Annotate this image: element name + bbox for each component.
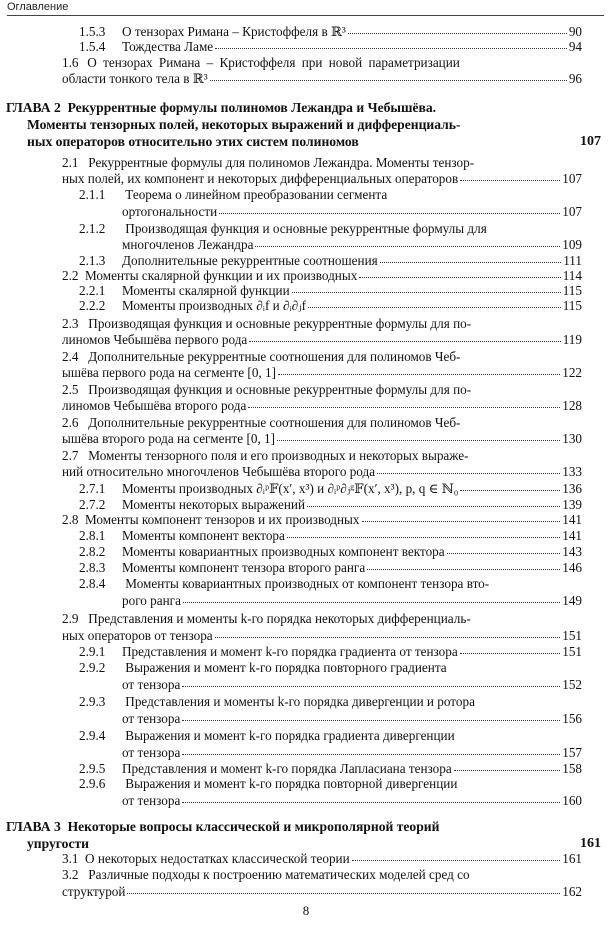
toc-number: 3.2	[62, 867, 79, 882]
toc-number: 2.3	[62, 316, 79, 331]
leader-dots	[308, 307, 561, 308]
toc-page: 136	[562, 481, 582, 496]
toc-entry-2-9-4-cont[interactable]	[122, 745, 582, 760]
toc-entry-2-9-cont[interactable]	[62, 628, 582, 643]
toc-number: 1.6	[62, 55, 79, 70]
toc-number: 2.1.1	[79, 187, 106, 202]
chapter-title-line2: упругости	[27, 836, 89, 851]
chapter-2-heading[interactable]	[6, 99, 601, 150]
chapter-title-line1: Рекуррентные формулы полиномов Лежандра и Чебышёва.	[67, 100, 437, 115]
toc-number: 2.9.4	[79, 728, 106, 743]
toc-entry-2-5[interactable]	[62, 382, 471, 397]
toc-number: 2.7.2	[79, 497, 106, 512]
toc-number: 2.5	[62, 382, 79, 397]
leader-dots	[307, 506, 560, 507]
leader-dots	[249, 341, 560, 342]
toc-page: 107	[562, 204, 582, 219]
toc-entry-2-2-1[interactable]	[79, 283, 582, 298]
chapter-label: ГЛАВА 2	[6, 100, 61, 115]
toc-title-line2: ышёва второго рода на сегменте [0, 1]	[62, 431, 276, 446]
toc-number: 2.9	[62, 611, 79, 626]
toc-page: 151	[562, 628, 582, 643]
toc-title: Представления и момент k-го порядка Лапласиана тензора	[122, 761, 452, 776]
leader-dots	[359, 277, 560, 278]
toc-title-line1: Производящая функция и основные рекуррентные формулы для	[125, 221, 487, 236]
toc-number: 2.7.1	[79, 481, 106, 496]
toc-title-line1: Выражения и момент k-го порядка повторной дивергенции	[125, 776, 458, 791]
toc-page: 146	[562, 560, 582, 575]
toc-title: Моменты компонент вектора	[122, 528, 285, 543]
toc-page: 151	[562, 644, 582, 659]
toc-entry-2-7[interactable]	[62, 448, 468, 463]
toc-title-line1: Дополнительные рекуррентные соотношения для полиномов Чеб-	[88, 415, 461, 430]
toc-entry-2-8-3[interactable]	[79, 560, 582, 575]
toc-title-line1: Моменты ковариантных производных от компонент тензора вто-	[125, 576, 490, 591]
toc-page: 162	[562, 884, 582, 899]
toc-number: 3.1	[62, 851, 79, 866]
toc-entry-2-7-1[interactable]	[79, 481, 582, 496]
leader-dots	[210, 80, 567, 81]
toc-entry-3-1[interactable]	[62, 851, 582, 866]
toc-entry-2-9-3-cont[interactable]	[122, 711, 582, 726]
toc-page: 130	[562, 431, 582, 446]
toc-entry-1-6-cont[interactable]	[62, 71, 582, 86]
toc-number: 2.8.1	[79, 528, 106, 543]
toc-entry-1-6[interactable]	[62, 55, 582, 70]
toc-number: 2.9.3	[79, 694, 106, 709]
toc-number: 1.5.4	[79, 39, 106, 54]
toc-title-line2: от тензора	[122, 711, 181, 726]
toc-entry-2-6[interactable]	[62, 415, 460, 430]
toc-entry-2-1-3[interactable]	[79, 253, 582, 268]
toc-number: 2.9.1	[79, 644, 106, 659]
toc-entry-2-2[interactable]	[62, 268, 582, 283]
toc-title-line1: Производящая функция и основные рекуррентные формулы для по-	[88, 382, 472, 397]
toc-page: 157	[562, 745, 582, 760]
toc-page: 119	[562, 332, 582, 347]
chapter-title-line3: ных операторов относительно этих систем полиномов	[27, 134, 359, 149]
toc-title-line2: ышёва первого рода на сегменте [0, 1]	[62, 365, 276, 380]
toc-title-line1: Дополнительные рекуррентные соотношения для полиномов Чеб-	[88, 349, 461, 364]
toc-title: Моменты скалярной функции и их производных	[85, 268, 358, 283]
toc-page: 143	[562, 544, 582, 559]
toc-entry-2-3-cont[interactable]	[62, 332, 582, 347]
toc-title: Моменты компонент тензора второго ранга	[122, 560, 366, 575]
chapter-page: 161	[580, 836, 601, 851]
leader-dots	[377, 473, 560, 474]
toc-title: Моменты скалярной функции	[122, 283, 290, 298]
leader-dots	[380, 262, 561, 263]
toc-entry-2-7-2[interactable]	[79, 497, 582, 512]
toc-title-line2: от тензора	[122, 793, 181, 808]
leader-dots	[277, 440, 560, 441]
leader-dots	[183, 602, 560, 603]
toc-title-line2: линомов Чебышёва первого рода	[62, 332, 248, 347]
toc-entry-3-2-cont[interactable]	[62, 884, 582, 899]
toc-entry-2-1-1[interactable]	[79, 187, 387, 202]
leader-dots	[182, 720, 560, 721]
leader-dots	[278, 374, 560, 375]
toc-title-line2: ных операторов от тензора	[62, 628, 213, 643]
toc-title: Моменты производных ∂ᵢf и ∂ᵢ∂ⱼf	[122, 298, 307, 313]
toc-number: 2.6	[62, 415, 79, 430]
toc-entry-2-9-5[interactable]	[79, 761, 582, 776]
toc-title-line1: Моменты тензорного поля и его производных и некоторых выраже-	[88, 448, 469, 463]
toc-title-line2: ортогональности	[122, 204, 218, 219]
toc-number: 2.1.2	[79, 221, 106, 236]
toc-number: 2.7	[62, 448, 79, 463]
toc-entry-2-3[interactable]	[62, 316, 471, 331]
toc-page: 133	[562, 464, 582, 479]
toc-entry-2-8-2[interactable]	[79, 544, 582, 559]
toc-title-line1: Рекуррентные формулы для полиномов Лежандра. Моменты тензор-	[88, 155, 475, 170]
toc-page: 111	[563, 253, 582, 268]
toc-entry-1-5-4[interactable]	[79, 39, 582, 54]
toc-title-line2: области тонкого тела в ℝ³	[62, 71, 208, 86]
toc-entry-2-1-1-cont[interactable]	[122, 204, 582, 219]
toc-title: О некоторых недостатках классической теории	[85, 851, 350, 866]
toc-number: 2.1	[62, 155, 79, 170]
toc-entry-2-9-2-cont[interactable]	[122, 677, 582, 692]
toc-number: 2.8.3	[79, 560, 106, 575]
toc-page: 149	[562, 593, 582, 608]
toc-entry-2-4[interactable]	[62, 349, 460, 364]
toc-title: Моменты компонент тензоров и их производных	[85, 512, 360, 527]
chapter-label: ГЛАВА 3	[6, 819, 61, 834]
toc-number: 2.9.2	[79, 660, 106, 675]
chapter-3-heading[interactable]	[6, 818, 601, 852]
toc-entry-2-5-cont[interactable]	[62, 398, 582, 413]
toc-number: 2.1.3	[79, 253, 106, 268]
toc-number: 2.8.4	[79, 576, 106, 591]
toc-entry-2-9-6[interactable]	[79, 776, 457, 791]
leader-dots	[215, 48, 567, 49]
toc-entry-2-9[interactable]	[62, 611, 471, 626]
toc-entry-2-1-cont[interactable]	[62, 171, 582, 186]
toc-entry-2-1[interactable]	[62, 155, 474, 170]
leader-dots	[292, 292, 561, 293]
toc-entry-2-9-1[interactable]	[79, 644, 582, 659]
leader-dots	[460, 180, 560, 181]
toc-title-line2: линомов Чебышёва второго рода	[62, 398, 247, 413]
toc-page: 96	[568, 71, 582, 86]
toc-title-line1: Теорема о линейном преобразовании сегмента	[125, 187, 388, 202]
toc-number: 2.2	[62, 268, 79, 283]
leader-dots	[460, 653, 560, 654]
toc-number: 2.4	[62, 349, 79, 364]
toc-page: 139	[562, 497, 582, 512]
toc-title: Моменты производных ∂ᵢᵖ𝔽(x′, x³) и ∂ᵢᵖ∂ⱼᵍ𝔽(x′, x³), p, q ∈ ℕ₀	[122, 481, 459, 496]
toc-entry-2-8[interactable]	[62, 512, 582, 527]
toc-page: 115	[562, 283, 582, 298]
toc-page: 128	[562, 398, 582, 413]
toc-title-line2: от тензора	[122, 677, 181, 692]
toc-number: 2.2.1	[79, 283, 106, 298]
leader-dots	[287, 537, 560, 538]
toc-title-line1: О тензорах Римана – Кристоффеля при новой параметризации	[87, 55, 460, 70]
toc-number: 2.9.6	[79, 776, 106, 791]
toc-title: О тензорах Римана – Кристоффеля в ℝ³	[122, 24, 346, 39]
leader-dots	[460, 490, 560, 491]
toc-entry-2-9-6-cont[interactable]	[122, 793, 582, 808]
toc-number: 2.8.2	[79, 544, 106, 559]
toc-entry-2-8-4[interactable]	[79, 576, 489, 591]
toc-entry-2-1-2[interactable]	[79, 221, 487, 236]
toc-number: 1.5.3	[79, 24, 106, 39]
toc-title-line2: рого ранга	[122, 593, 181, 608]
toc-number: 2.8	[62, 512, 79, 527]
leader-dots	[182, 802, 560, 803]
toc-number: 2.2.2	[79, 298, 106, 313]
toc-page: 141	[562, 528, 582, 543]
toc-entry-3-2[interactable]	[62, 867, 470, 882]
chapter-title-line2: Моменты тензорных полей, некоторых выражений и дифференциаль-	[27, 117, 461, 132]
leader-dots	[215, 637, 561, 638]
toc-entry-2-4-cont[interactable]	[62, 365, 582, 380]
leader-dots	[127, 893, 560, 894]
toc-page: 158	[562, 761, 582, 776]
page-number: 8	[302, 903, 310, 918]
leader-dots	[447, 553, 561, 554]
leader-dots	[182, 754, 560, 755]
toc-title-line1: Выражения и момент k-го порядка градиента дивергенции	[125, 728, 455, 743]
toc-title: Дополнительные рекуррентные соотношения	[122, 253, 378, 268]
chapter-title-line1: Некоторые вопросы классической и микрополярной теорий	[67, 819, 440, 834]
toc-page: 107	[562, 171, 582, 186]
toc-page: 161	[562, 851, 582, 866]
running-head: Оглавление	[7, 1, 69, 13]
toc-title-line2: структурой	[62, 884, 126, 899]
toc-entry-1-5-3[interactable]	[79, 24, 582, 39]
toc-title: Представления и момент k-го порядка градиента от тензора	[122, 644, 458, 659]
leader-dots	[219, 213, 560, 214]
toc-title-line2: ний относительно многочленов Чебышёва второго рода	[62, 464, 376, 479]
toc-title-line1: Выражения и момент k-го порядка повторного градиента	[125, 660, 447, 675]
toc-page: 114	[562, 268, 582, 283]
toc-title: Моменты ковариантных производных компонент вектора	[122, 544, 445, 559]
toc-entry-2-6-cont[interactable]	[62, 431, 582, 446]
leader-dots	[248, 407, 560, 408]
toc-entry-2-9-3[interactable]	[79, 694, 475, 709]
toc-title-line2: от тензора	[122, 745, 181, 760]
leader-dots	[182, 686, 560, 687]
toc-page: 141	[562, 512, 582, 527]
toc-page: 109	[562, 237, 582, 252]
toc-entry-2-9-4[interactable]	[79, 728, 455, 743]
toc-title-line1: Представления и моменты k-го порядка некоторых дифференциаль-	[88, 611, 471, 626]
header-rule	[7, 15, 604, 16]
toc-page: 160	[562, 793, 582, 808]
leader-dots	[255, 246, 560, 247]
toc-title-line1: Производящая функция и основные рекуррентные формулы для по-	[88, 316, 472, 331]
leader-dots	[454, 770, 560, 771]
toc-title: Моменты некоторых выражений	[122, 497, 306, 512]
toc-title: Тождества Ламе	[122, 39, 214, 54]
toc-number: 2.9.5	[79, 761, 106, 776]
toc-title-line2: ных полей, их компонент и некоторых дифференциальных операторов	[62, 171, 459, 186]
leader-dots	[367, 569, 560, 570]
leader-dots	[362, 521, 561, 522]
toc-title-line2: многочленов Лежандра	[122, 237, 254, 252]
toc-page: 122	[562, 365, 582, 380]
toc-title-line1: Различные подходы к построению математических моделей сред со	[88, 867, 470, 882]
toc-title-line1: Представления и моменты k-го порядка дивергенции и ротора	[125, 694, 475, 709]
toc-entry-2-9-2[interactable]	[79, 660, 447, 675]
toc-entry-2-7-cont[interactable]	[62, 464, 582, 479]
leader-dots	[348, 33, 567, 34]
toc-entry-2-1-2-cont[interactable]	[122, 237, 582, 252]
toc-page: 90	[568, 24, 582, 39]
toc-entry-2-2-2[interactable]	[79, 298, 582, 313]
toc-page: 156	[562, 711, 582, 726]
toc-page: 115	[562, 298, 582, 313]
toc-page: 94	[568, 39, 582, 54]
toc-entry-2-8-1[interactable]	[79, 528, 582, 543]
toc-entry-2-8-4-cont[interactable]	[122, 593, 582, 608]
chapter-page: 107	[580, 134, 601, 149]
toc-page: 152	[562, 677, 582, 692]
leader-dots	[352, 860, 561, 861]
